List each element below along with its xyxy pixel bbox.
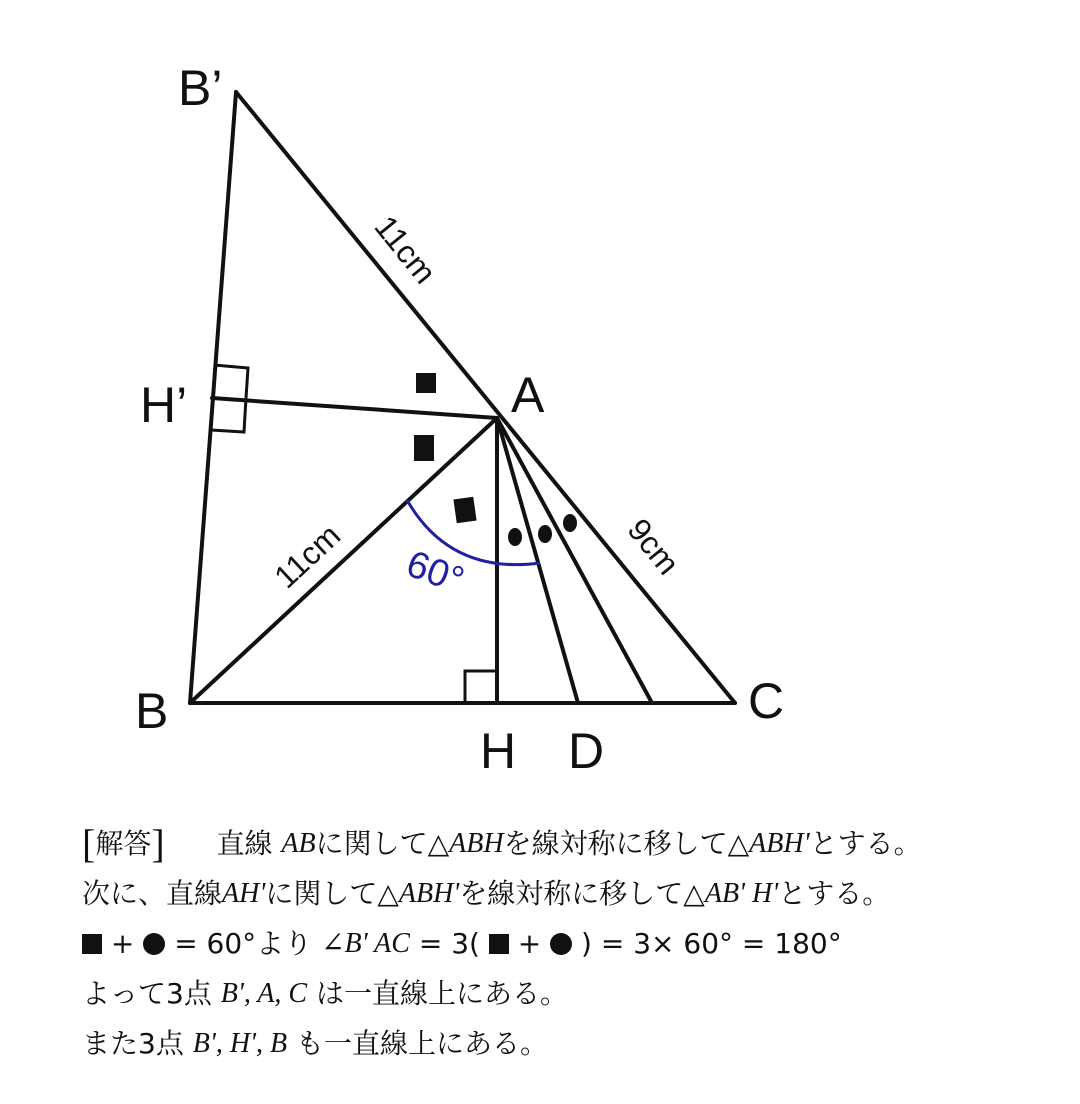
angle-label-60: 60° (400, 542, 470, 603)
line3-eq-2: = 3( (418, 927, 480, 960)
right-angle-mark-h (465, 671, 497, 703)
answer-bracket-open: [ (82, 821, 96, 866)
answer-bracket-close: ] (151, 821, 165, 866)
line2-part-a: 次に、直線 (82, 877, 223, 910)
point-label-d: D (568, 723, 605, 779)
answer-heading: 解答 (95, 827, 152, 860)
line1-part-e: を線対称に移して△ (503, 827, 750, 860)
dot-angle-mark-2 (538, 525, 552, 543)
answer-line-5 (82, 1018, 1072, 1068)
line1-part-g: とする。 (809, 827, 922, 860)
right-angle-mark-h-prime-lower (211, 398, 246, 432)
dot-angle-mark-1 (508, 528, 522, 546)
line2-math-ab-prime-h-prime: AB' H' (704, 878, 779, 909)
point-label-h-prime: H’ (140, 377, 188, 433)
segment-b-prime-c (236, 92, 735, 703)
line2-part-e: を線対称に移して△ (459, 877, 705, 910)
line2-part-g: とする。 (778, 877, 891, 910)
line5-part-c: も一直線上にある。 (296, 1027, 549, 1060)
line3-plus-2: + (517, 927, 542, 960)
point-label-h: H (480, 723, 517, 779)
line4-part-a: よって3点 (82, 977, 212, 1010)
point-label-c: C (748, 673, 785, 729)
point-label-b-prime: B’ (178, 60, 223, 116)
length-label-ab: 11cm (267, 517, 348, 596)
point-label-a: A (511, 367, 545, 423)
right-angle-mark-h-prime-upper (214, 365, 248, 398)
line5-math-points: B', H', B (192, 1028, 288, 1059)
answer-line-1 (82, 818, 1072, 868)
dot-symbol (550, 933, 572, 955)
length-label-ac: 9cm (620, 511, 687, 582)
dot-symbol (143, 933, 165, 955)
square-angle-mark-1 (416, 373, 436, 393)
square-angle-mark-3 (453, 497, 476, 524)
line2-part-c: に関して△ (265, 877, 399, 910)
length-label-ab-prime: 11cm (367, 208, 444, 291)
line1-math-abh-prime: ABH' (749, 828, 810, 859)
line1-part-c: に関して△ (315, 827, 450, 860)
segment-a-e (497, 418, 652, 703)
line4-part-c: は一直線上にある。 (316, 977, 569, 1010)
square-symbol (489, 934, 509, 954)
square-angle-mark-2 (414, 435, 434, 461)
line1-math-ab: AB (281, 828, 316, 859)
line2-math-abh-prime: ABH' (398, 878, 460, 909)
line4-math-points: B', A, C (220, 978, 308, 1009)
line1-math-abh: ABH (449, 828, 504, 859)
line2-math-ah-prime: AH' (222, 878, 266, 909)
dot-angle-mark-3 (563, 514, 577, 532)
line3-eq-3: ) = 3× 60° = 180° (581, 927, 842, 960)
answer-line-2 (82, 868, 1072, 918)
answer-line-4 (82, 968, 1072, 1018)
line3-eq-1: = 60°より (174, 927, 313, 960)
answer-text (82, 818, 1072, 1068)
line3-angle: ∠B' AC (321, 928, 410, 959)
point-label-b: B (135, 683, 169, 739)
line1-part-a: 直線 (216, 827, 273, 860)
line5-part-a: また3点 (82, 1027, 184, 1060)
answer-line-3 (82, 918, 1072, 968)
line3-plus-1: + (110, 927, 135, 960)
square-symbol (82, 934, 102, 954)
segment-a-h-prime (212, 398, 497, 418)
